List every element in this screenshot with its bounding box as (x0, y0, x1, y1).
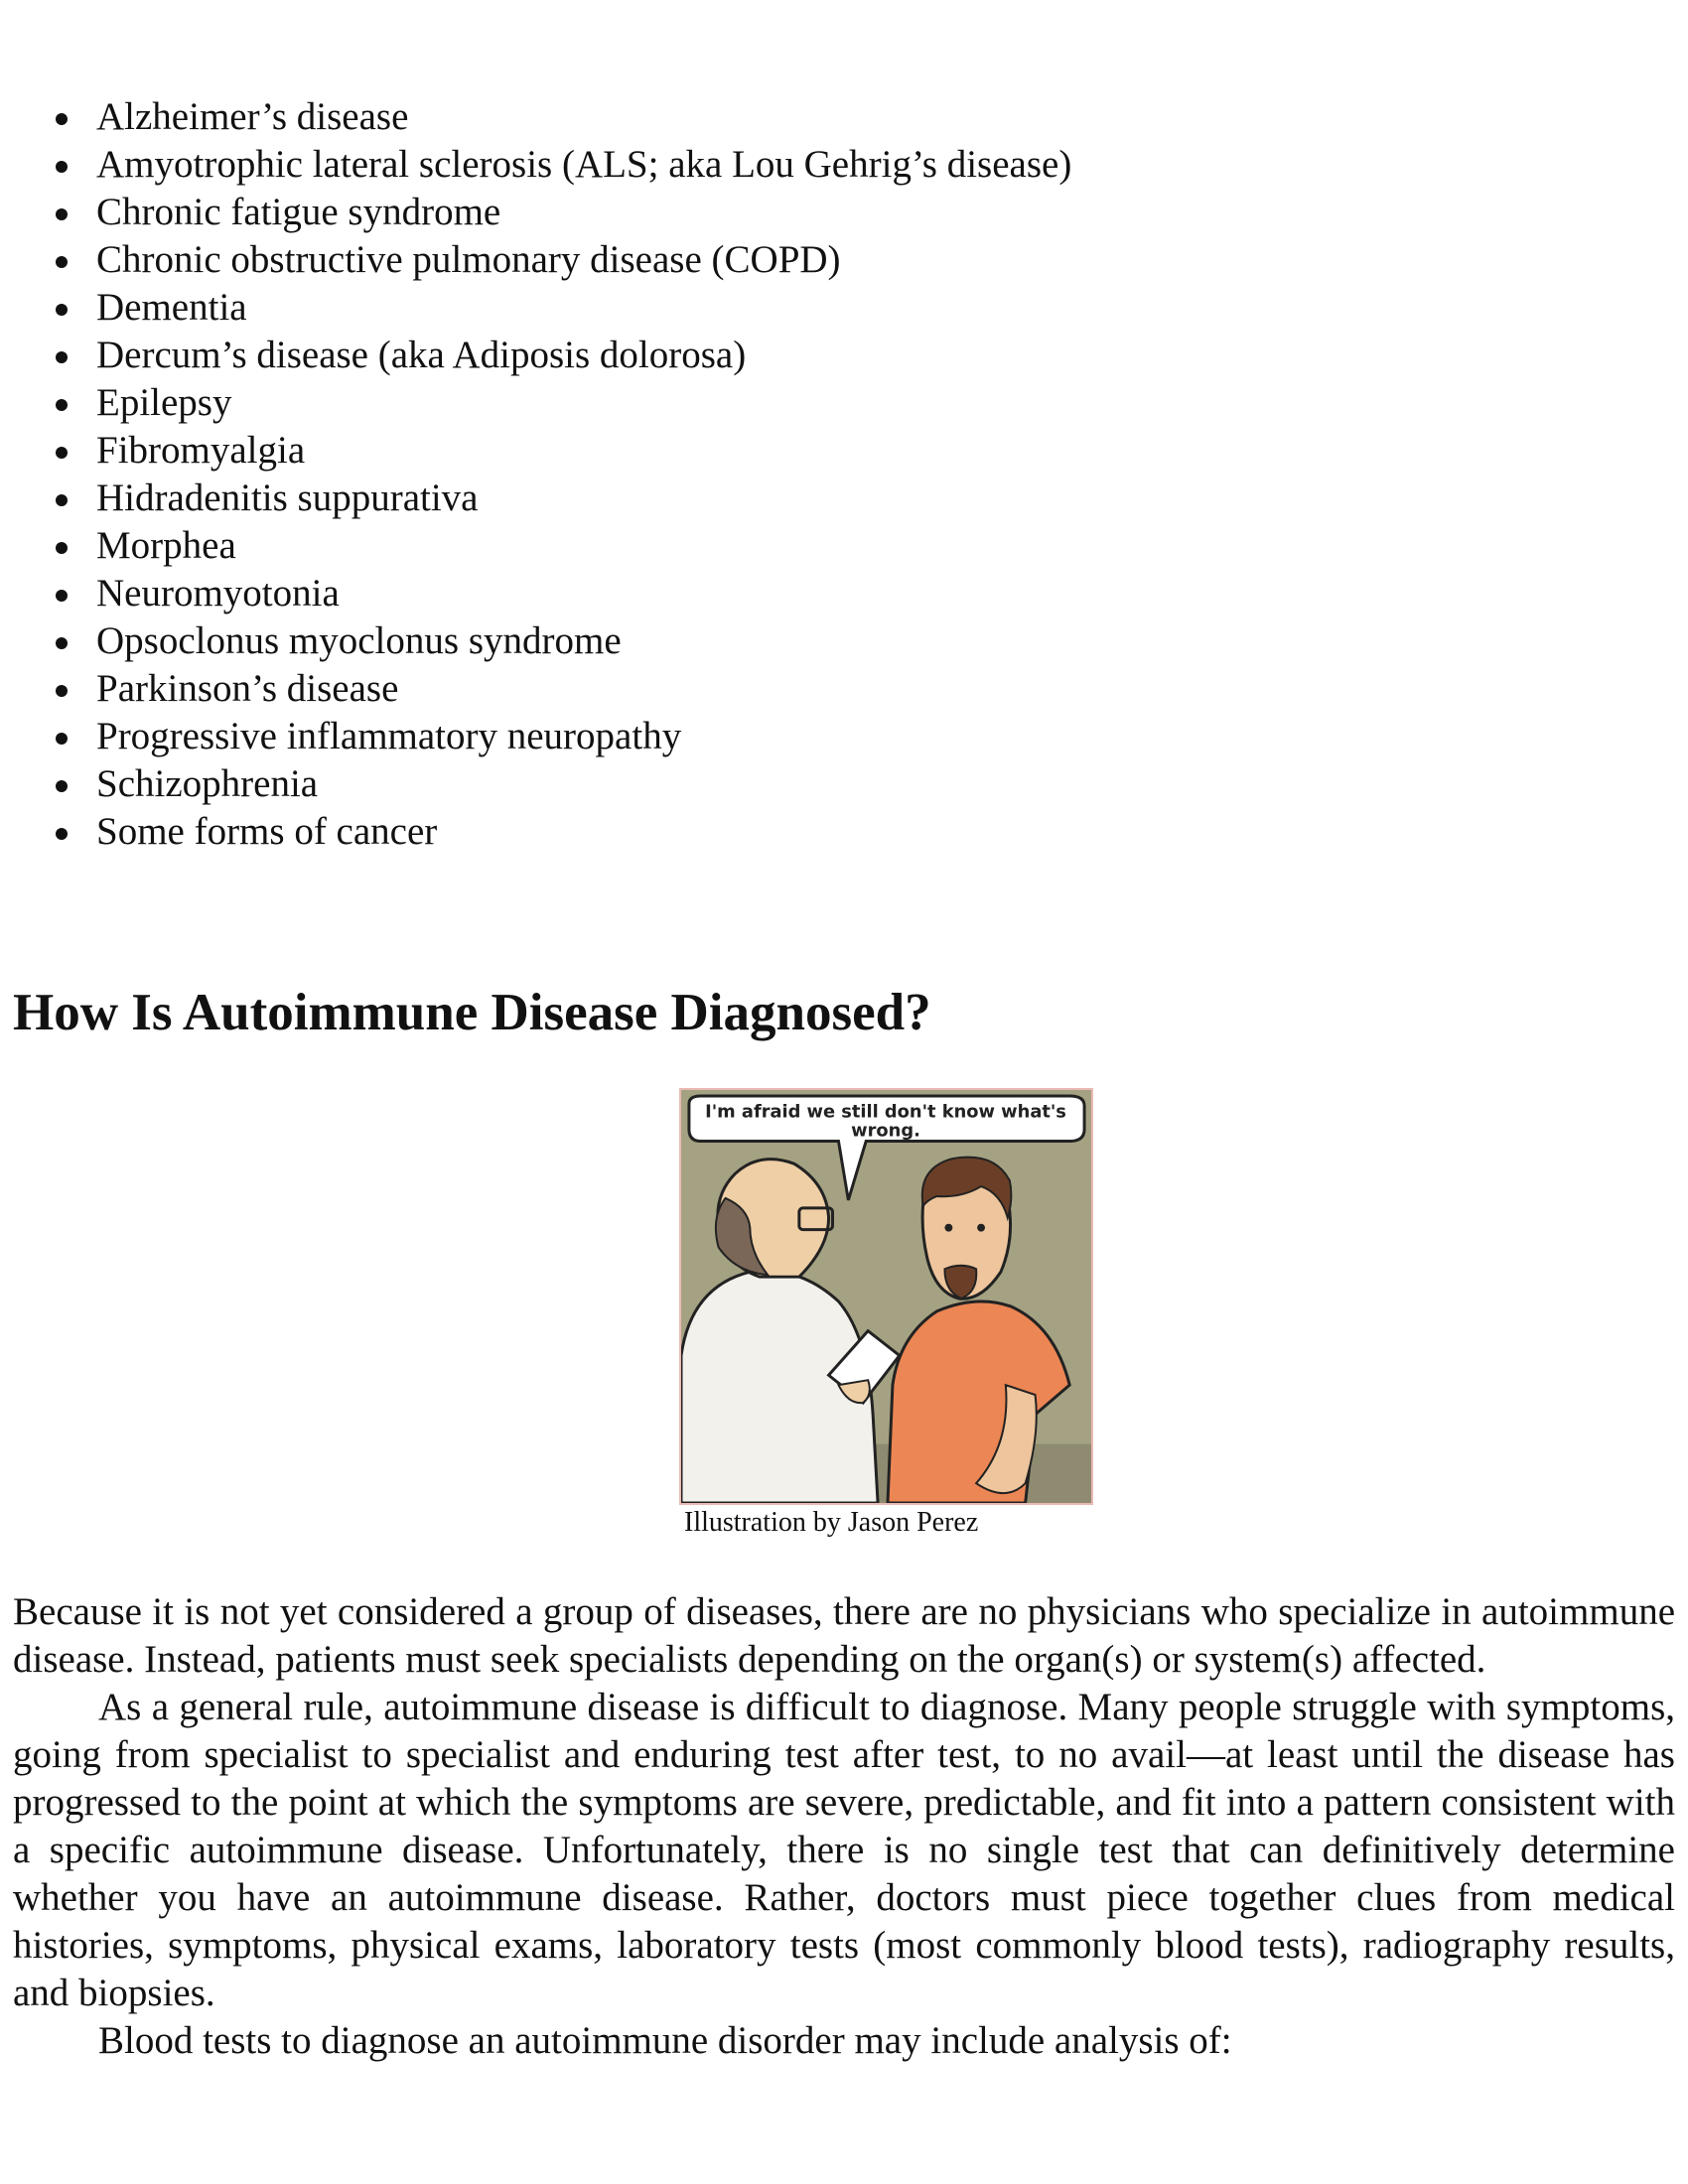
illustration-caption: Illustration by Jason Perez (684, 1507, 979, 1538)
list-item (52, 332, 1071, 379)
list-item (52, 427, 1071, 475)
list-item-text: Chronic obstructive pulmonary disease (COPD) (96, 238, 841, 281)
list-item-text: Parkinson’s disease (96, 667, 399, 710)
list-item (52, 808, 1071, 856)
list-item (52, 475, 1071, 522)
patient-eye-right (977, 1224, 985, 1232)
doctor-patient-cartoon (681, 1090, 1091, 1503)
section-heading: How Is Autoimmune Disease Diagnosed? (13, 984, 931, 1041)
bullet-icon (56, 590, 68, 602)
paragraph: As a general rule, autoimmune disease is difficult to diagnose. Many people struggle with symptoms, going from specialist to specialist and enduring test after test, to no avail—at least until the disease has progressed to the point at which the symptoms are severe, predictable, and fit into a pattern consistent with a specific autoimmune disease. Unfortunately, there is no single test that can definitively determine whether you have an autoimmune disease. Rather, doctors must piece together clues from medical histories, symptoms, physical exams, laboratory tests (most commonly blood tests), radiography results, and biopsies. (13, 1686, 1675, 2014)
bullet-icon (56, 637, 68, 649)
bullet-icon (56, 685, 68, 697)
list-item-text: Chronic fatigue syndrome (96, 191, 501, 233)
list-item-text: Schizophrenia (96, 762, 319, 805)
list-item-text: Opsoclonus myoclonus syndrome (96, 619, 622, 662)
patient-eye-left (944, 1224, 952, 1232)
list-item-text: Amyotrophic lateral sclerosis (ALS; aka Lou Gehrig’s disease) (96, 143, 1072, 186)
list-item (52, 236, 1071, 284)
bullet-icon (56, 447, 68, 459)
list-item (52, 93, 1071, 141)
bullet-icon (56, 780, 68, 792)
cartoon-illustration (679, 1088, 1093, 1505)
list-item (52, 713, 1071, 760)
bullet-icon (56, 351, 68, 363)
bullet-icon (56, 494, 68, 506)
list-item-text: Fibromyalgia (96, 429, 306, 472)
list-item-text: Hidradenitis suppurativa (96, 477, 479, 519)
list-item-text: Some forms of cancer (96, 810, 438, 853)
list-item (52, 760, 1071, 808)
disease-list (52, 93, 1071, 856)
list-item (52, 141, 1071, 189)
list-item (52, 284, 1071, 332)
list-item-text: Alzheimer’s disease (96, 95, 409, 138)
speech-bubble-line-1: I'm afraid we still don't know what's (705, 1101, 1066, 1123)
bullet-icon (56, 113, 68, 125)
bullet-icon (56, 399, 68, 411)
list-item (52, 665, 1071, 713)
list-item-text: Progressive inflammatory neuropathy (96, 715, 682, 757)
bullet-icon (56, 733, 68, 745)
body-text (13, 1588, 1675, 2065)
list-item-text: Epilepsy (96, 381, 232, 424)
list-item (52, 570, 1071, 617)
list-item (52, 379, 1071, 427)
bullet-icon (56, 161, 68, 173)
list-item (52, 617, 1071, 665)
list-item (52, 522, 1071, 570)
bullet-icon (56, 828, 68, 840)
list-item-text: Dercum’s disease (aka Adiposis dolorosa) (96, 334, 747, 376)
bullet-icon (56, 256, 68, 268)
paragraph: Because it is not yet considered a group of diseases, there are no physicians who specialize in autoimmune disease. Instead, patients must seek specialists depending on the organ(s) or system(s) affected. (13, 1590, 1675, 1681)
list-item-text: Morphea (96, 524, 236, 567)
list-item-text: Dementia (96, 286, 247, 329)
bullet-icon (56, 304, 68, 316)
bullet-icon (56, 208, 68, 220)
speech-bubble-line-2: wrong. (851, 1120, 920, 1142)
list-item (52, 189, 1071, 236)
paragraph: Blood tests to diagnose an autoimmune disorder may include analysis of: (98, 2019, 1232, 2062)
list-item-text: Neuromyotonia (96, 572, 340, 614)
bullet-icon (56, 542, 68, 554)
